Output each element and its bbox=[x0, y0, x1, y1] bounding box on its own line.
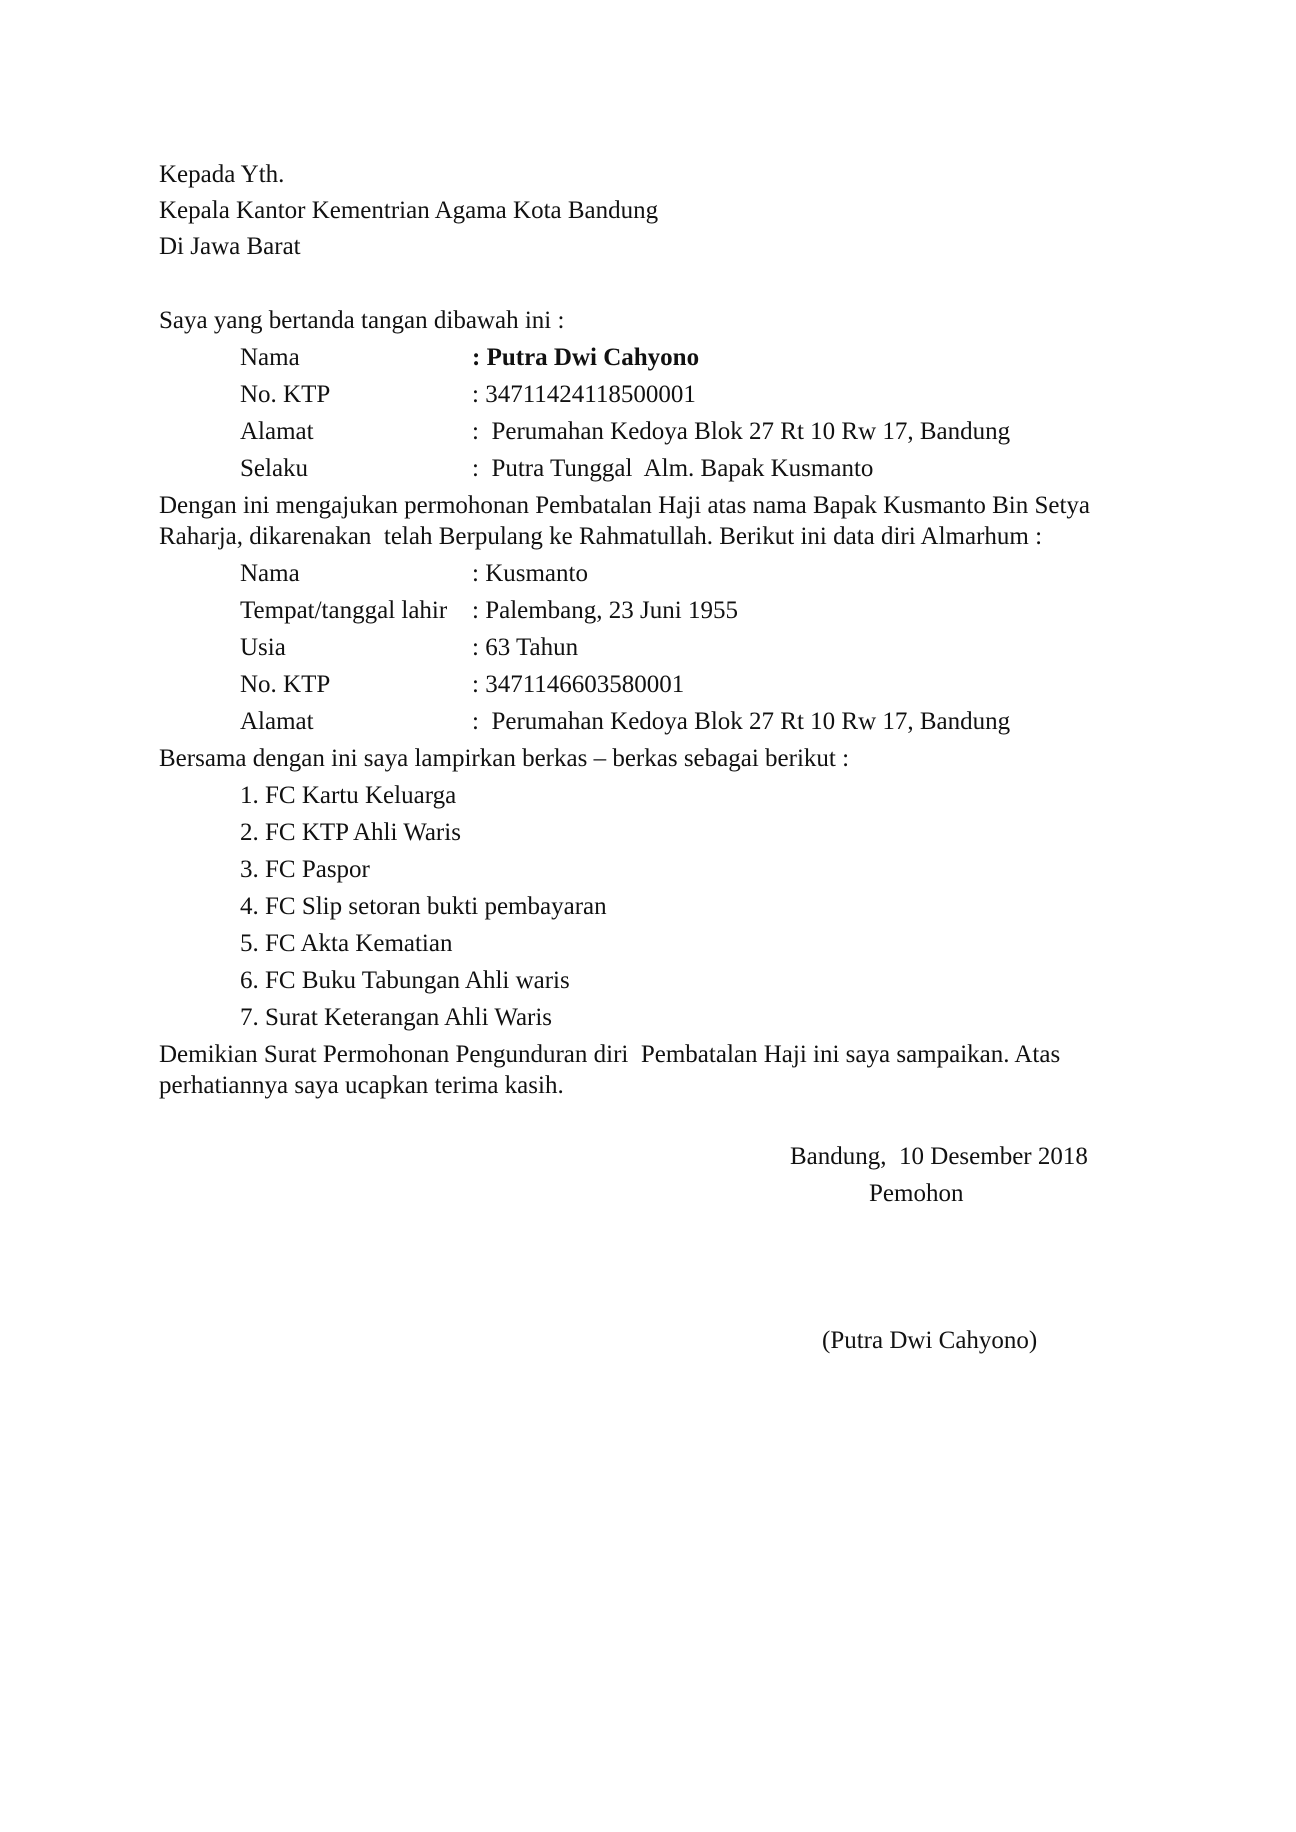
deceased-birth-label: Tempat/tanggal lahir bbox=[240, 597, 448, 624]
request-paragraph-line-2: Raharja, dikarenakan telah Berpulang ke Rahmatullah. Berikut ini data diri Almarhum : bbox=[159, 523, 1043, 550]
applicant-ktp-label: No. KTP bbox=[240, 381, 331, 408]
deceased-ktp-label: No. KTP bbox=[240, 671, 331, 698]
deceased-birth-value: : Palembang, 23 Juni 1955 bbox=[472, 597, 738, 624]
attachment-item: 3. FC Paspor bbox=[240, 856, 370, 883]
recipient-line-3: Di Jawa Barat bbox=[159, 233, 301, 260]
deceased-age-value: : 63 Tahun bbox=[472, 634, 579, 661]
deceased-address-value: : Perumahan Kedoya Blok 27 Rt 10 Rw 17, Bandung bbox=[472, 708, 1011, 735]
intro-text: Saya yang bertanda tangan dibawah ini : bbox=[159, 307, 565, 334]
signature-role: Pemohon bbox=[869, 1180, 964, 1207]
deceased-address-label: Alamat bbox=[240, 708, 314, 735]
signature-name: (Putra Dwi Cahyono) bbox=[822, 1327, 1038, 1354]
request-paragraph-line-1: Dengan ini mengajukan permohonan Pembatalan Haji atas nama Bapak Kusmanto Bin Setya bbox=[159, 492, 1091, 519]
deceased-name-value: : Kusmanto bbox=[472, 560, 588, 587]
attachment-item: 1. FC Kartu Keluarga bbox=[240, 782, 457, 809]
applicant-relation-value: : Putra Tunggal Alm. Bapak Kusmanto bbox=[472, 455, 874, 482]
applicant-ktp-value: : 34711424118500001 bbox=[472, 381, 696, 408]
attachment-item: 7. Surat Keterangan Ahli Waris bbox=[240, 1004, 553, 1031]
attachments-intro: Bersama dengan ini saya lampirkan berkas – berkas sebagai berikut : bbox=[159, 745, 850, 772]
closing-line-2: perhatiannya saya ucapkan terima kasih. bbox=[159, 1072, 564, 1099]
attachment-item: 5. FC Akta Kematian bbox=[240, 930, 453, 957]
applicant-name-value: : Putra Dwi Cahyono bbox=[472, 344, 700, 371]
deceased-age-label: Usia bbox=[240, 634, 286, 661]
applicant-address-label: Alamat bbox=[240, 418, 314, 445]
attachment-item: 2. FC KTP Ahli Waris bbox=[240, 819, 461, 846]
closing-line-1: Demikian Surat Permohonan Pengunduran diri Pembatalan Haji ini saya sampaikan. Atas bbox=[159, 1041, 1061, 1068]
deceased-name-label: Nama bbox=[240, 560, 300, 587]
signature-place-date: Bandung, 10 Desember 2018 bbox=[790, 1143, 1088, 1170]
attachment-item: 6. FC Buku Tabungan Ahli waris bbox=[240, 967, 570, 994]
recipient-line-1: Kepada Yth. bbox=[159, 161, 285, 188]
deceased-ktp-value: : 3471146603580001 bbox=[472, 671, 685, 698]
applicant-relation-label: Selaku bbox=[240, 455, 309, 482]
applicant-name-label: Nama bbox=[240, 344, 300, 371]
recipient-line-2: Kepala Kantor Kementrian Agama Kota Bandung bbox=[159, 197, 659, 224]
attachment-item: 4. FC Slip setoran bukti pembayaran bbox=[240, 893, 607, 920]
applicant-address-value: : Perumahan Kedoya Blok 27 Rt 10 Rw 17, Bandung bbox=[472, 418, 1011, 445]
